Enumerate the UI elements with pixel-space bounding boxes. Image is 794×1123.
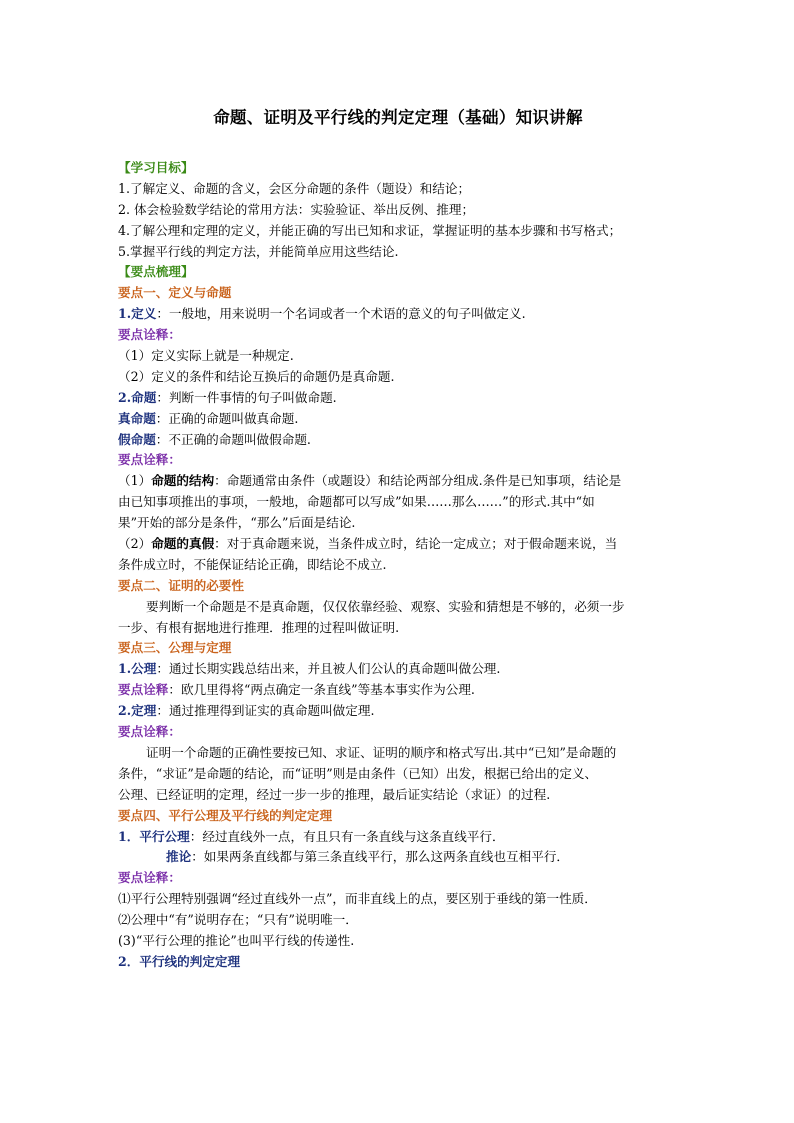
paragraph-line: 公理、已经证明的定理，经过一步一步的推理，最后证实结论（求证）的过程. (118, 786, 551, 802)
goal-item: 5.掌握平行线的判定方法，并能简单应用这些结论. (118, 243, 399, 259)
section-heading-3: 要点三、公理与定理 (118, 640, 232, 656)
paragraph-line: 条件，“求证”是命题的结论，而“证明”则是由条件（已知）出发，根据已给出的定义、 (118, 765, 598, 781)
false-proposition-line: 假命题：不正确的命题叫做假命题. (118, 431, 311, 447)
note-item: （1）定义实际上就是一种规定. (118, 348, 294, 364)
subsection-heading: 2．平行线的判定定理 (118, 953, 241, 969)
note-line: 要点诠释：欧几里得将“两点确定一条直线”等基本事实作为公理. (118, 682, 475, 698)
section-heading-1: 要点一、定义与命题 (118, 285, 232, 301)
parallel-axiom-line: 1．平行公理：经过直线外一点，有且只有一条直线与这条直线平行． (118, 828, 505, 844)
paragraph-line: 一步、有根有据地进行推理．推理的过程叫做证明. (118, 619, 400, 635)
def-label: 1.定义 (118, 306, 157, 322)
note-label: 要点诠释： (118, 724, 181, 740)
goal-item: 1.了解定义、命题的含义，会区分命题的条件（题设）和结论； (118, 180, 471, 196)
structure-line: 由已知事项推出的事项，一般地，命题都可以写成”如果……那么……”的形式.其中“如 (118, 494, 595, 510)
goal-item: 4.了解公理和定理的定义，并能正确的写出已知和求证，掌握证明的基本步骤和书写格式； (118, 222, 622, 238)
truth-line: （2）命题的真假：对于真命题来说，当条件成立时，结论一定成立；对于假命题来说，当 (118, 536, 618, 552)
axiom-line: 1.公理：通过长期实践总结出来，并且被人们公认的真命题叫做公理. (118, 661, 501, 677)
section-heading-2: 要点二、证明的必要性 (118, 577, 244, 593)
structure-line: （1）命题的结构：命题通常由条件（或题设）和结论两部分组成.条件是已知事项，结论是 (118, 473, 622, 489)
paragraph-line: 要判断一个命题是不是真命题，仅仅依靠经验、观察、实验和猜想是不够的，必须一步 (146, 598, 625, 614)
corollary-line: 推论：如果两条直线都与第三条直线平行，那么这两条直线也互相平行． (166, 849, 569, 865)
note-item: ⑴平行公理特别强调“经过直线外一点”，而非直线上的点，要区别于垂线的第一性质． (118, 891, 597, 907)
section-heading-4: 要点四、平行公理及平行线的判定定理 (118, 807, 333, 823)
page-title: 命题、证明及平行线的判定定理（基础）知识讲解 (213, 108, 583, 127)
document-body (118, 158, 678, 973)
structure-line: 果”开始的部分是条件，“那么”后面是结论. (118, 515, 356, 531)
theorem-line: 2.定理：通过推理得到证实的真命题叫做定理. (118, 703, 375, 719)
truth-line: 条件成立时，不能保证结论正确，即结论不成立. (118, 556, 387, 572)
note-label: 要点诠释： (118, 452, 181, 468)
definition-line: 1.定义：一般地，用来说明一个名词或者一个术语的意义的句子叫做定义. (118, 306, 526, 322)
goals-heading: 【学习目标】 (118, 160, 194, 175)
note-label: 要点诠释： (118, 327, 181, 343)
paragraph-line: 证明一个命题的正确性要按已知、求证、证明的顺序和格式写出.其中“已知”是命题的 (146, 744, 617, 760)
note-item: ⑵公理中“有”说明存在；“只有”说明唯一． (118, 912, 358, 928)
note-label: 要点诠释： (118, 870, 181, 886)
note-item: (3)“平行公理的推论”也叫平行线的传递性. (118, 932, 355, 948)
goal-item: 2. 体会检验数学结论的常用方法：实验验证、举出反例、推理； (118, 201, 475, 217)
note-item: （2）定义的条件和结论互换后的命题仍是真命题. (118, 368, 395, 384)
true-proposition-line: 真命题：正确的命题叫做真命题. (118, 410, 299, 426)
proposition-line: 2.命题：判断一件事情的句子叫做命题. (118, 389, 337, 405)
points-heading: 【要点梳理】 (118, 264, 194, 280)
